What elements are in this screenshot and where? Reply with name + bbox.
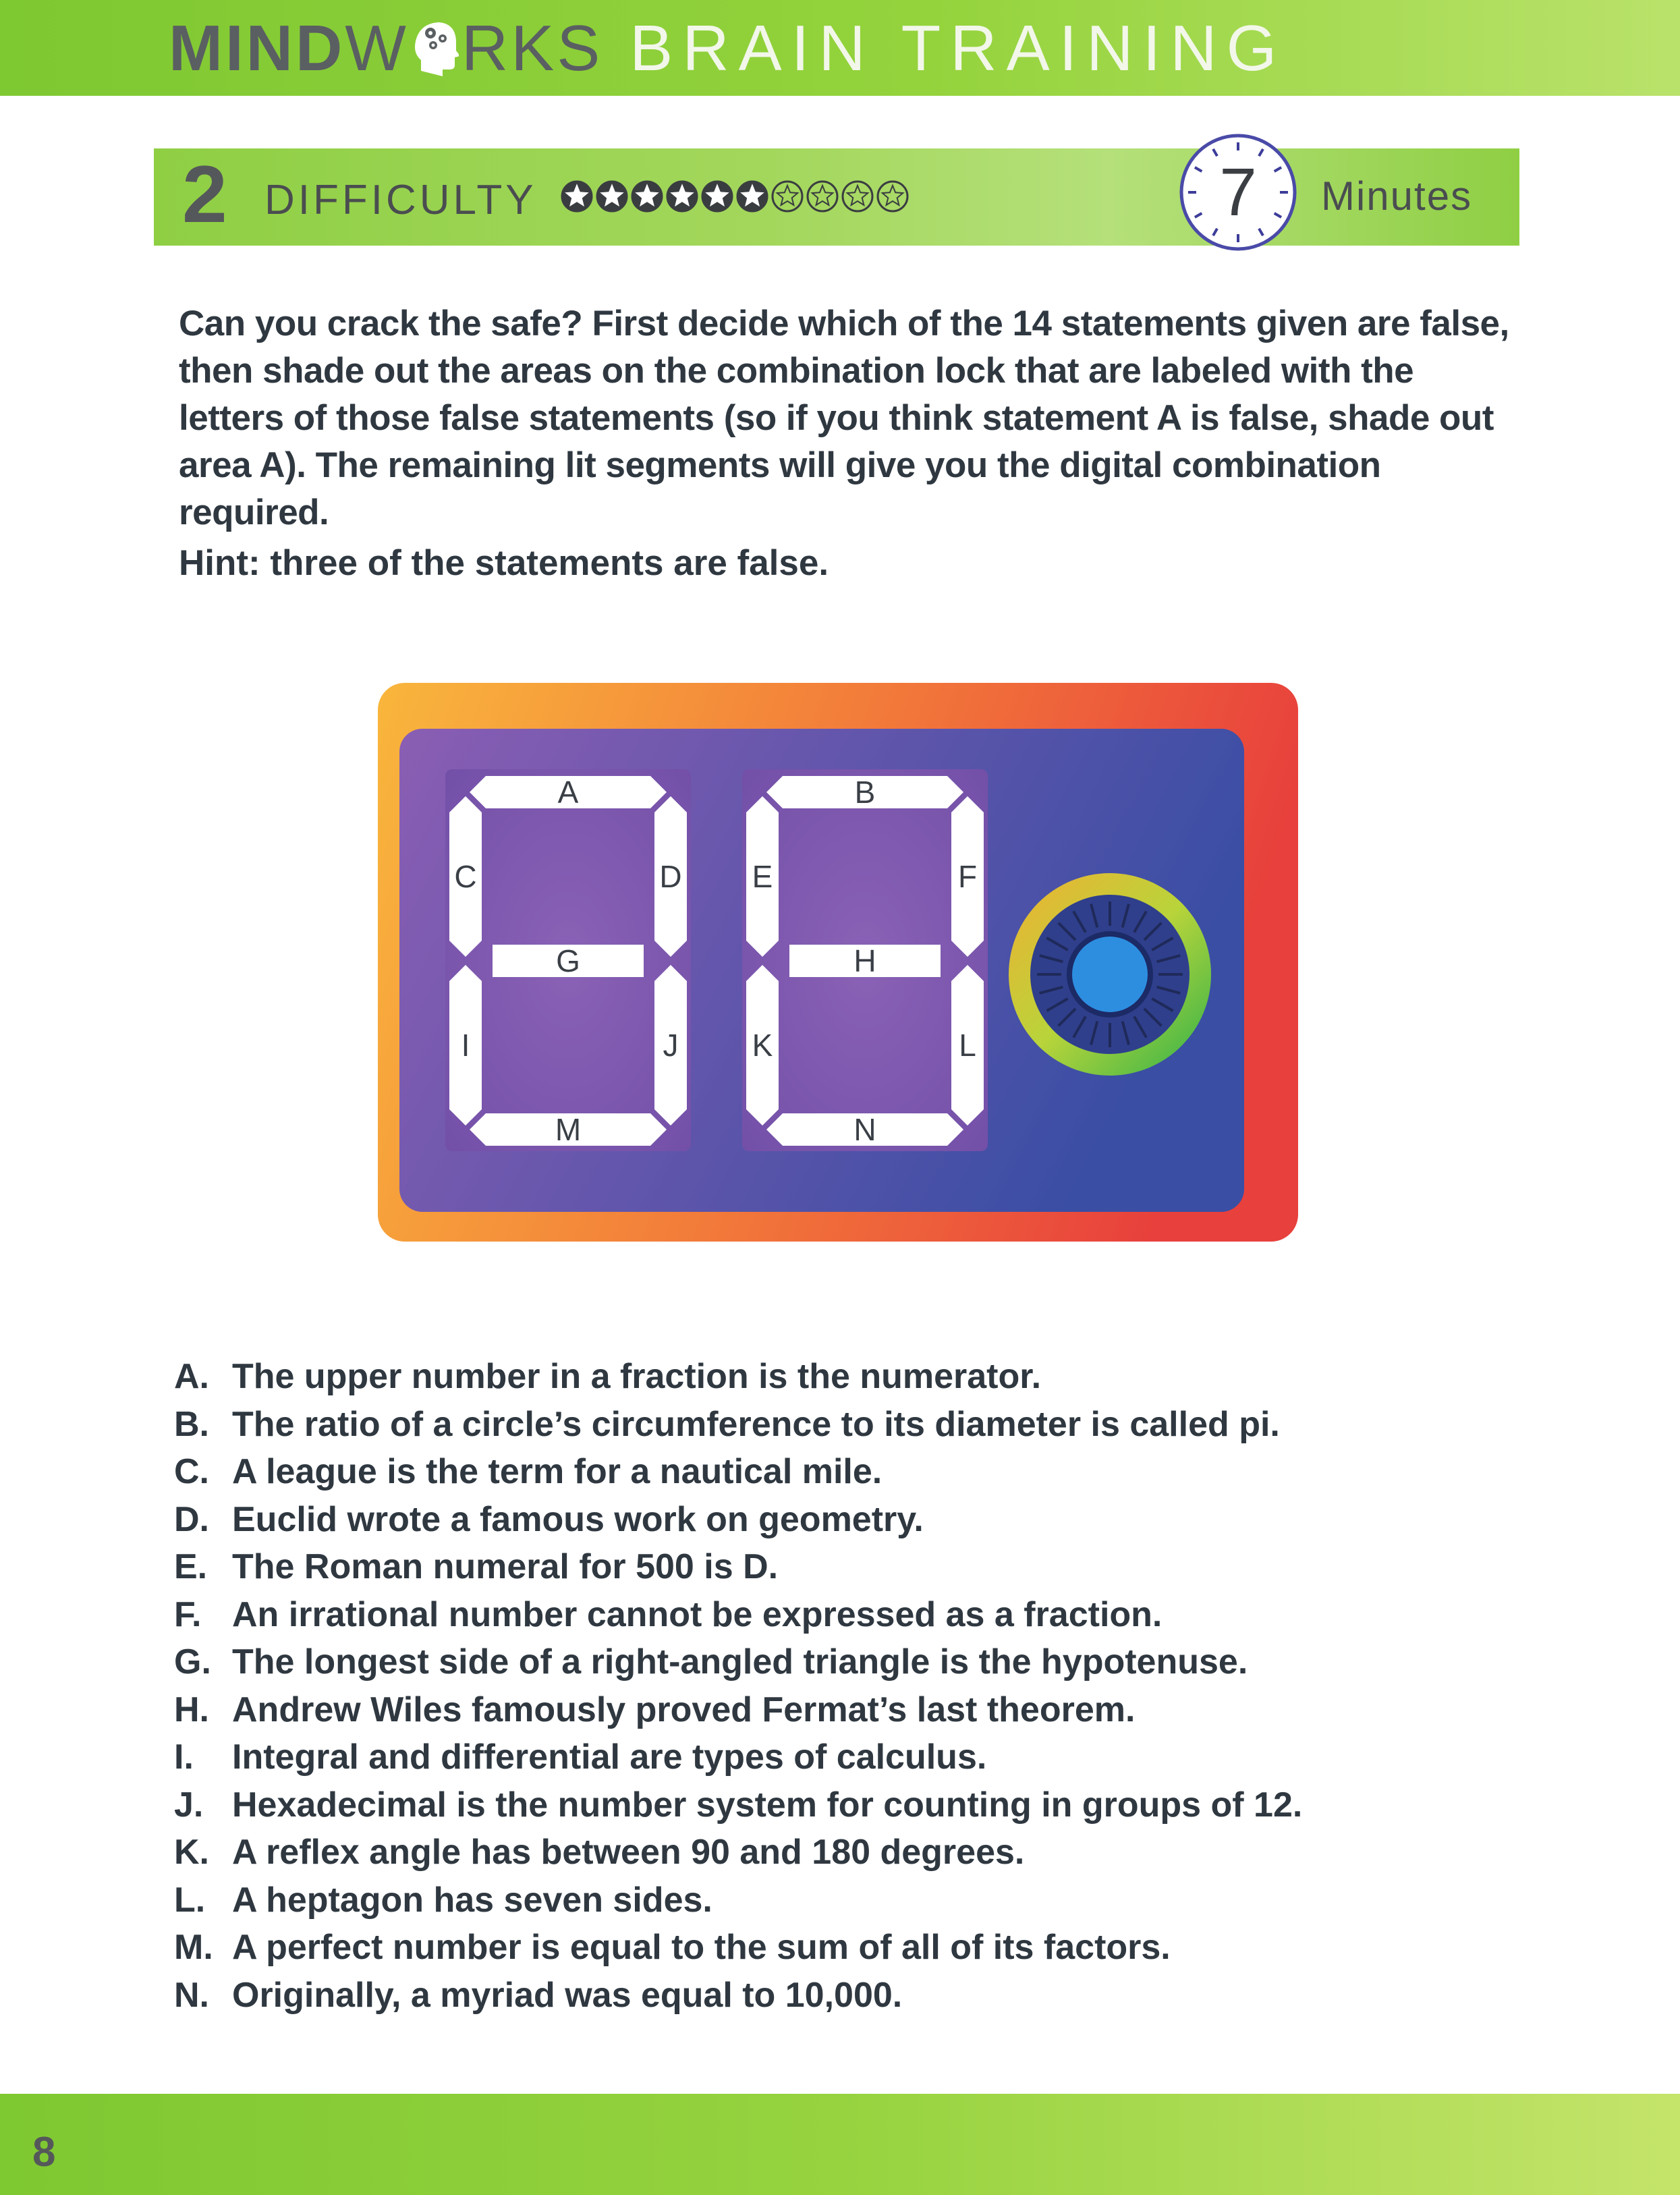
statement-letter: G.	[174, 1642, 211, 1682]
statement-item	[174, 1496, 1490, 1544]
statement-letter: M.	[174, 1928, 213, 1968]
segment-label-d: D	[659, 859, 682, 894]
statement-letter: H.	[174, 1690, 209, 1729]
brand-works-left: W	[345, 12, 409, 84]
star-empty-icon	[841, 179, 874, 213]
statement-letter: F.	[174, 1594, 202, 1634]
statement-text: A league is the term for a nautical mile.	[232, 1452, 883, 1492]
brand-works-right: RKS	[461, 12, 603, 84]
statement-text: A heptagon has seven sides.	[232, 1880, 712, 1920]
statement-item	[174, 1924, 1490, 1972]
statement-item	[174, 1401, 1490, 1449]
statement-text: Integral and differential are types of calculus.	[232, 1738, 987, 1777]
gear-head-icon	[412, 18, 459, 79]
segment-label-e: E	[752, 859, 773, 894]
statement-letter: K.	[174, 1833, 209, 1872]
statement-letter: A.	[174, 1357, 209, 1397]
statement-text: Andrew Wiles famously proved Fermat’s last theorem.	[232, 1690, 1136, 1729]
statement-item	[174, 1353, 1490, 1401]
star-filled-icon	[595, 179, 629, 213]
statement-letter: J.	[174, 1785, 204, 1825]
statement-item	[174, 1829, 1490, 1877]
segment-label-g: G	[556, 943, 580, 978]
difficulty-rating	[560, 179, 909, 233]
statement-letter: E.	[174, 1547, 208, 1587]
star-filled-icon	[700, 179, 734, 213]
statement-text: The Roman numeral for 500 is D.	[232, 1547, 779, 1587]
star-empty-icon	[876, 179, 909, 213]
segment-label-c: C	[454, 859, 477, 894]
segment-label-b: B	[854, 775, 876, 810]
statement-item	[174, 1543, 1490, 1591]
segment-label-k: K	[752, 1028, 773, 1063]
timer-unit: Minutes	[1321, 173, 1473, 219]
statement-text: The longest side of a right-angled triangle is the hypotenuse.	[232, 1642, 1248, 1682]
statement-text: The upper number in a fraction is the numerator.	[232, 1357, 1042, 1397]
statement-text: An irrational number cannot be expressed as a fraction.	[232, 1594, 1163, 1634]
statement-letter: B.	[174, 1404, 209, 1444]
statement-letter: C.	[174, 1452, 209, 1492]
statement-item	[174, 1781, 1490, 1829]
hint-text: Hint: three of the statements are false.	[179, 543, 829, 583]
puzzle-number: 2	[182, 149, 227, 240]
brand-logo	[169, 8, 1286, 89]
statement-item	[174, 1686, 1490, 1734]
star-filled-icon	[630, 179, 664, 213]
statement-list	[174, 1353, 1490, 2019]
segment-label-n: N	[853, 1112, 876, 1147]
statement-text: The ratio of a circle’s circumference to its diameter is called pi.	[232, 1404, 1280, 1444]
statement-item	[174, 1877, 1490, 1924]
statement-text: Hexadecimal is the number system for counting in groups of 12.	[232, 1785, 1303, 1825]
difficulty-label: DIFFICULTY	[264, 177, 537, 223]
statement-letter: D.	[174, 1499, 209, 1539]
statement-item	[174, 1448, 1490, 1496]
star-filled-icon	[560, 179, 594, 213]
brand-mind: MIND	[169, 12, 345, 84]
statement-text: A perfect number is equal to the sum of all of its factors.	[232, 1928, 1171, 1968]
statement-letter: I.	[174, 1738, 194, 1777]
segment-label-m: M	[555, 1112, 582, 1147]
statement-letter: L.	[174, 1880, 206, 1920]
statement-item	[174, 1972, 1490, 2020]
instructions-text: Can you crack the safe? First decide which of the 14 statements given are false, then shade out the areas on the combination lock that are labeled with the letters of those false statements (so if you think statement A is false, shade out area A). The remaining lit segments will give you the digital combination required.	[179, 304, 1509, 532]
statement-text: A reflex angle has between 90 and 180 degrees.	[232, 1833, 1025, 1872]
statement-item	[174, 1733, 1490, 1781]
statement-text: Euclid wrote a famous work on geometry.	[232, 1499, 924, 1539]
segment-label-h: H	[853, 943, 876, 978]
page-number: 8	[32, 2129, 56, 2175]
dial-center	[1072, 937, 1148, 1012]
statement-text: Originally, a myriad was equal to 10,000.	[232, 1975, 903, 2015]
timer-value: 7	[1219, 155, 1257, 230]
star-empty-icon	[806, 179, 839, 213]
star-empty-icon	[771, 179, 804, 213]
star-filled-icon	[665, 179, 699, 213]
segment-label-f: F	[957, 859, 978, 894]
statement-item	[174, 1591, 1490, 1639]
segment-label-i: I	[461, 1028, 470, 1063]
segment-label-l: L	[959, 1028, 976, 1063]
brand-brain-training: BRAIN TRAINING	[629, 12, 1287, 84]
lock-dial	[1009, 873, 1211, 1076]
statement-item	[174, 1638, 1490, 1686]
bottom-banner	[0, 2094, 1680, 2195]
combination-lock	[378, 683, 1298, 1242]
segment-label-a: A	[557, 775, 579, 810]
statement-letter: N.	[174, 1975, 209, 2015]
star-filled-icon	[735, 179, 769, 213]
segment-label-j: J	[663, 1028, 679, 1063]
